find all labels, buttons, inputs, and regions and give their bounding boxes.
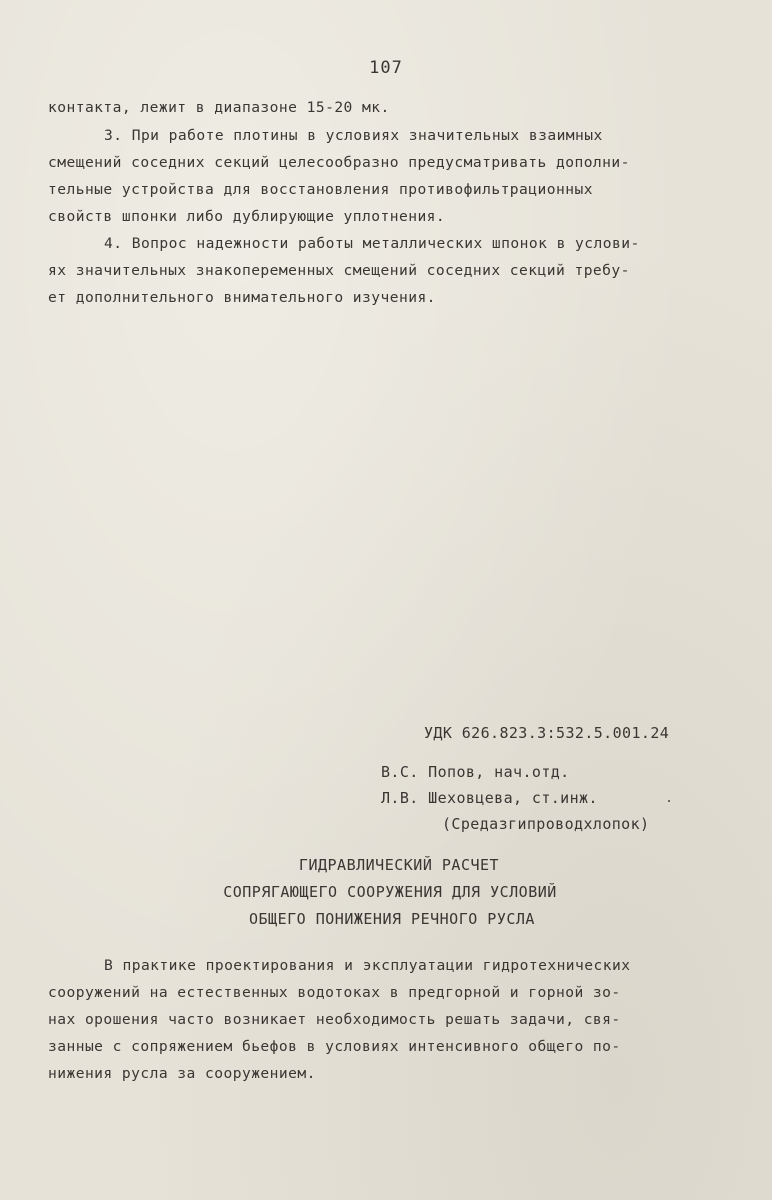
article-title-line: СОПРЯГАЮЩЕГО СООРУЖЕНИЯ ДЛЯ УСЛОВИЙ bbox=[223, 883, 557, 901]
text-line: смещений соседних секций целесообразно предусматривать дополни- bbox=[48, 154, 630, 171]
text-line: тельные устройства для восстановления противофильтрационных bbox=[48, 181, 593, 198]
text-line: В практике проектирования и эксплуатации гидротехнических bbox=[104, 957, 631, 974]
text-line: занные с сопряжением бьефов в условиях интенсивного общего по- bbox=[48, 1038, 621, 1055]
author-line: Л.В. Шеховцева, ст.инж. bbox=[381, 789, 598, 807]
text-line: ях значительных знакопеременных смещений соседних секций требу- bbox=[48, 262, 630, 279]
text-line: 4. Вопрос надежности работы металлических шпонок в услови- bbox=[104, 235, 640, 252]
author-line: В.С. Попов, нач.отд. bbox=[381, 763, 570, 781]
article-title-line: ОБЩЕГО ПОНИЖЕНИЯ РЕЧНОГО РУСЛА bbox=[249, 910, 535, 928]
text-line: свойств шпонки либо дублирующие уплотнения. bbox=[48, 208, 446, 225]
author-affiliation: (Средазгипроводхлопок) bbox=[442, 815, 650, 833]
text-line: нах орошения часто возникает необходимость решать задачи, свя- bbox=[48, 1011, 621, 1028]
ink-dot bbox=[668, 800, 670, 802]
article-title-line: ГИДРАВЛИЧЕСКИЙ РАСЧЕТ bbox=[298, 856, 500, 874]
text-line: контакта, лежит в диапазоне 15-20 мк. bbox=[48, 99, 390, 116]
page-number: 107 bbox=[369, 58, 403, 78]
udk-code: УДК 626.823.3:532.5.001.24 bbox=[424, 724, 670, 742]
text-line: 3. При работе плотины в условиях значительных взаимных bbox=[104, 127, 603, 144]
text-line: сооружений на естественных водотоках в предгорной и горной зо- bbox=[48, 984, 621, 1001]
text-line: ет дополнительного внимательного изучения. bbox=[48, 289, 436, 306]
text-line: нижения русла за сооружением. bbox=[48, 1065, 316, 1082]
